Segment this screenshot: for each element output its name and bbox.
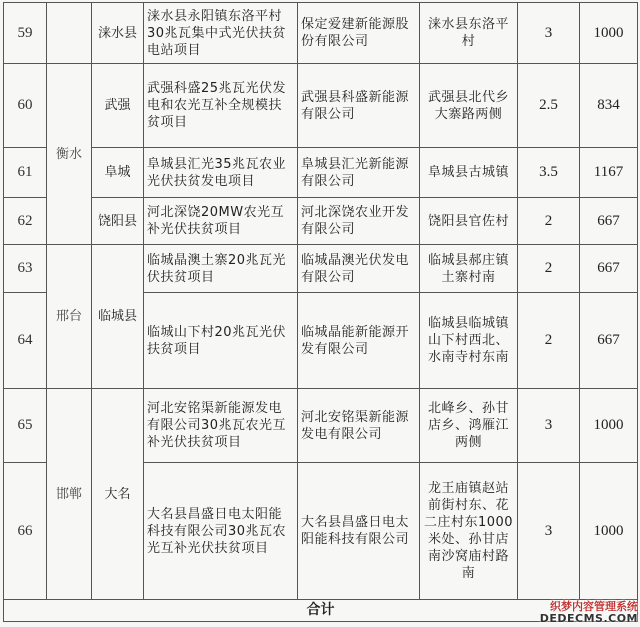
beneficiary-count: 667 [580, 198, 638, 245]
beneficiary-count: 667 [580, 245, 638, 293]
county-cell: 饶阳县 [92, 198, 144, 245]
beneficiary-count: 1167 [580, 148, 638, 198]
project-name: 涞水县永阳镇东洛平村30兆瓦集中式光伏扶贫电站项目 [144, 3, 298, 64]
project-scale: 3.5 [518, 148, 580, 198]
company-name: 河北深饶农业开发有限公司 [298, 198, 420, 245]
county-cell: 大名 [92, 389, 144, 600]
county-cell: 临城县 [92, 245, 144, 389]
table-row [4, 148, 638, 198]
company-name: 大名县昌盛日电太阳能科技有限公司 [298, 463, 420, 600]
company-name: 临城晶能新能源开发有限公司 [298, 293, 420, 389]
table-row [4, 64, 638, 148]
project-location: 阜城县古城镇 [420, 148, 518, 198]
company-name: 阜城县汇光新能源有限公司 [298, 148, 420, 198]
table-row [4, 198, 638, 245]
project-location: 涞水县东洛平村 [420, 3, 518, 64]
city-cell: 邢台 [47, 245, 92, 389]
table-row [4, 389, 638, 463]
project-location: 临城县临城镇山下村西北、水南寺村东南 [420, 293, 518, 389]
project-name: 大名县昌盛日电太阳能科技有限公司30兆瓦农光互补光伏扶贫项目 [144, 463, 298, 600]
row-number: 62 [4, 198, 47, 245]
company-name: 保定爱建新能源股份有限公司 [298, 3, 420, 64]
project-scale: 3 [518, 463, 580, 600]
county-cell: 涞水县 [92, 3, 144, 64]
city-cell: 衡水 [47, 64, 92, 245]
city-cell: 邯郸 [47, 389, 92, 600]
project-scale: 2 [518, 293, 580, 389]
row-number: 61 [4, 148, 47, 198]
project-location: 饶阳县官佐村 [420, 198, 518, 245]
project-scale: 3 [518, 389, 580, 463]
county-cell: 武强 [92, 64, 144, 148]
project-name: 河北安铭渠新能源发电有限公司30兆瓦农光互补光伏扶贫项目 [144, 389, 298, 463]
row-number: 65 [4, 389, 47, 463]
city-cell [47, 3, 92, 64]
row-number: 60 [4, 64, 47, 148]
row-number: 59 [4, 3, 47, 64]
project-name: 武强科盛25兆瓦光伏发电和农光互补全规模扶贫项目 [144, 64, 298, 148]
company-name: 临城晶澳光伏发电有限公司 [298, 245, 420, 293]
beneficiary-count: 834 [580, 64, 638, 148]
row-number: 63 [4, 245, 47, 293]
company-name: 武强县科盛新能源有限公司 [298, 64, 420, 148]
project-name: 河北深饶20MW农光互补光伏扶贫项目 [144, 198, 298, 245]
project-location: 武强县北代乡大寨路两侧 [420, 64, 518, 148]
project-name: 临城晶澳土寨20兆瓦光伏扶贫项目 [144, 245, 298, 293]
project-scale: 2 [518, 198, 580, 245]
project-scale: 3 [518, 3, 580, 64]
beneficiary-count: 1000 [580, 463, 638, 600]
row-number: 66 [4, 463, 47, 600]
project-location: 北峰乡、孙甘店乡、鸿雁江两侧 [420, 389, 518, 463]
beneficiary-count: 667 [580, 293, 638, 389]
table-row [4, 245, 638, 293]
county-cell: 阜城 [92, 148, 144, 198]
watermark-line2: DEDECMS.COM [539, 612, 638, 625]
total-label: 合计 [4, 600, 638, 622]
project-scale: 2 [518, 245, 580, 293]
project-name: 临城山下村20兆瓦光伏扶贫项目 [144, 293, 298, 389]
project-table [3, 2, 638, 622]
project-scale: 2.5 [518, 64, 580, 148]
company-name: 河北安铭渠新能源发电有限公司 [298, 389, 420, 463]
table-row [4, 3, 638, 64]
beneficiary-count: 1000 [580, 3, 638, 64]
project-name: 阜城县汇光35兆瓦农业光伏扶贫发电项目 [144, 148, 298, 198]
row-number: 64 [4, 293, 47, 389]
watermark-line1: 织梦内容管理系统 [550, 600, 638, 613]
watermark [540, 601, 638, 625]
project-location: 龙王庙镇赵站前街村东、花二庄村东1000米处、孙甘店南沙窝庙村路南 [420, 463, 518, 600]
project-location: 临城县郝庄镇土寨村南 [420, 245, 518, 293]
beneficiary-count: 1000 [580, 389, 638, 463]
